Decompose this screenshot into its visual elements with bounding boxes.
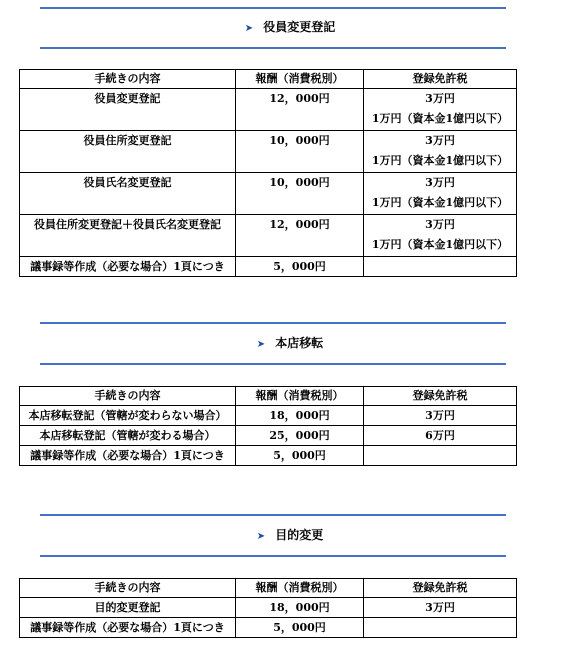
section-bottom-rule bbox=[40, 363, 506, 365]
procedure-cell: 本店移転登記（管轄が変わる場合） bbox=[20, 426, 236, 446]
column-header: 手続きの内容 bbox=[20, 387, 236, 406]
arrowhead-right-icon: ➤ bbox=[256, 339, 266, 350]
column-header: 報酬（消費税別） bbox=[236, 579, 364, 598]
table-row bbox=[20, 173, 517, 215]
procedure-cell: 役員住所変更登記＋役員氏名変更登記 bbox=[20, 215, 236, 257]
fee-table bbox=[19, 69, 517, 277]
table-row bbox=[20, 406, 517, 426]
section-heading-text: 目的変更 bbox=[275, 528, 324, 542]
fee-cell: 10，000円 bbox=[236, 131, 364, 173]
column-header: 手続きの内容 bbox=[20, 579, 236, 598]
procedure-cell: 役員変更登記 bbox=[20, 89, 236, 131]
arrowhead-right-icon: ➤ bbox=[256, 531, 266, 542]
section-bottom-rule bbox=[40, 555, 506, 557]
table-row bbox=[20, 446, 517, 466]
section-heading-text: 役員変更登記 bbox=[263, 20, 336, 34]
tax-cell: 3万円 1万円（資本金1億円以下） bbox=[364, 89, 517, 131]
section-top-rule bbox=[40, 514, 506, 516]
procedure-cell: 役員氏名変更登記 bbox=[20, 173, 236, 215]
fee-cell: 5，000円 bbox=[236, 257, 364, 277]
column-header: 登録免許税 bbox=[364, 579, 517, 598]
column-header: 登録免許税 bbox=[364, 387, 517, 406]
tax-cell: 3万円 bbox=[364, 598, 517, 618]
fee-cell: 5，000円 bbox=[236, 446, 364, 466]
column-header: 報酬（消費税別） bbox=[236, 70, 364, 89]
table-row bbox=[20, 257, 517, 277]
section-bottom-rule bbox=[40, 47, 506, 49]
section-top-rule bbox=[40, 7, 506, 9]
section-heading bbox=[0, 527, 580, 545]
fee-cell: 10，000円 bbox=[236, 173, 364, 215]
fee-cell: 12，000円 bbox=[236, 89, 364, 131]
tax-cell: 3万円 1万円（資本金1億円以下） bbox=[364, 215, 517, 257]
fee-cell: 18，000円 bbox=[236, 406, 364, 426]
fee-cell: 12，000円 bbox=[236, 215, 364, 257]
section-heading bbox=[0, 335, 580, 353]
tax-cell: 6万円 bbox=[364, 426, 517, 446]
procedure-cell: 目的変更登記 bbox=[20, 598, 236, 618]
tax-cell: 3万円 bbox=[364, 406, 517, 426]
column-header: 報酬（消費税別） bbox=[236, 387, 364, 406]
section-top-rule bbox=[40, 322, 506, 324]
fee-cell: 5，000円 bbox=[236, 618, 364, 638]
tax-cell: 3万円 1万円（資本金1億円以下） bbox=[364, 173, 517, 215]
table-row bbox=[20, 131, 517, 173]
table-header-row bbox=[20, 387, 517, 406]
fee-cell: 18，000円 bbox=[236, 598, 364, 618]
procedure-cell: 役員住所変更登記 bbox=[20, 131, 236, 173]
tax-cell bbox=[364, 257, 517, 277]
procedure-cell: 議事録等作成（必要な場合）1頁につき bbox=[20, 618, 236, 638]
column-header: 手続きの内容 bbox=[20, 70, 236, 89]
fee-cell: 25，000円 bbox=[236, 426, 364, 446]
table-row bbox=[20, 618, 517, 638]
table-row bbox=[20, 426, 517, 446]
section-heading bbox=[0, 19, 580, 37]
tax-cell bbox=[364, 618, 517, 638]
procedure-cell: 議事録等作成（必要な場合）1頁につき bbox=[20, 446, 236, 466]
table-header-row bbox=[20, 70, 517, 89]
procedure-cell: 議事録等作成（必要な場合）1頁につき bbox=[20, 257, 236, 277]
tax-cell: 3万円 1万円（資本金1億円以下） bbox=[364, 131, 517, 173]
tax-cell bbox=[364, 446, 517, 466]
procedure-cell: 本店移転登記（管轄が変わらない場合） bbox=[20, 406, 236, 426]
arrowhead-right-icon: ➤ bbox=[244, 23, 254, 34]
table-row bbox=[20, 598, 517, 618]
fee-table bbox=[19, 386, 517, 466]
table-header-row bbox=[20, 579, 517, 598]
section-heading-text: 本店移転 bbox=[275, 336, 324, 350]
table-row bbox=[20, 89, 517, 131]
fee-table bbox=[19, 578, 517, 638]
table-row bbox=[20, 215, 517, 257]
column-header: 登録免許税 bbox=[364, 70, 517, 89]
